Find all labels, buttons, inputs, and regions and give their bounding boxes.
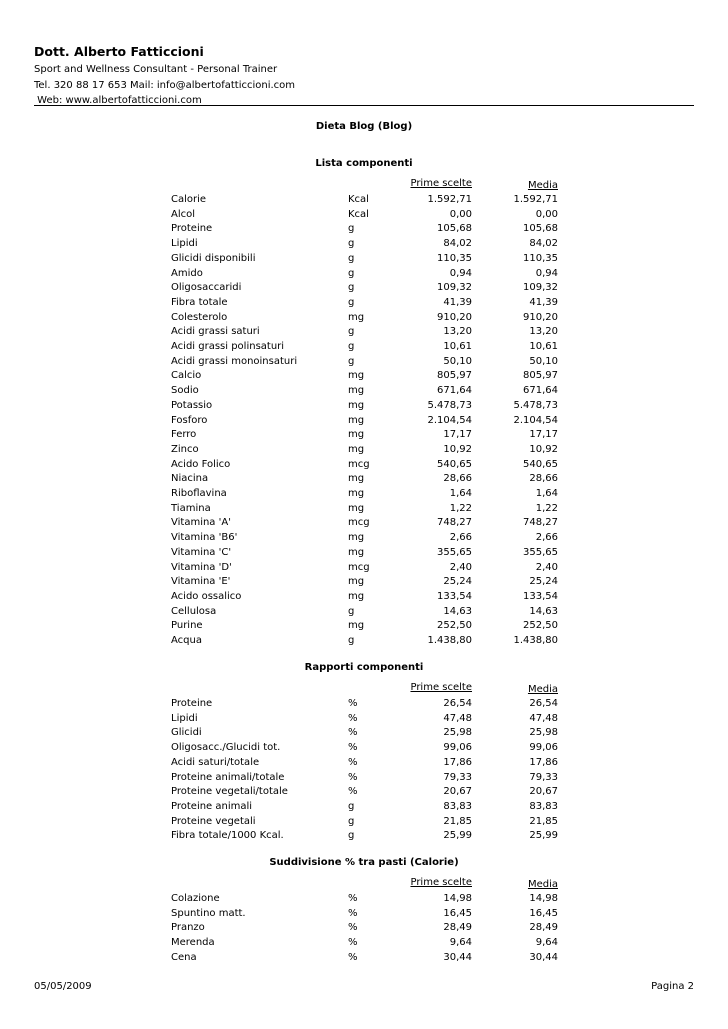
row-label: Proteine vegetali/totale xyxy=(171,786,288,798)
table-row xyxy=(0,532,728,546)
row-value-media: 10,61 xyxy=(529,341,558,352)
row-unit: Kcal xyxy=(348,194,369,205)
row-unit: mg xyxy=(348,590,365,602)
row-value-media: 21,85 xyxy=(529,815,558,827)
table-row xyxy=(0,194,728,208)
footer-date: 05/05/2009 xyxy=(34,981,92,992)
row-value-media: 252,50 xyxy=(523,620,558,632)
header-divider xyxy=(34,105,694,106)
row-value-media: 28,49 xyxy=(529,922,558,934)
row-value-media: 16,45 xyxy=(529,907,558,919)
row-label: Fibra totale xyxy=(171,296,228,308)
author-contact: Tel. 320 88 17 653 Mail: info@albertofatticcioni.com xyxy=(34,80,296,91)
row-value-prime-scelte: 910,20 xyxy=(437,311,472,323)
row-unit: g xyxy=(348,252,355,264)
row-label: Acidi saturi/totale xyxy=(171,756,260,768)
row-label: Cellulosa xyxy=(171,605,217,617)
row-value-media: 17,86 xyxy=(529,756,558,768)
row-value-prime-scelte: 2,40 xyxy=(449,561,472,573)
row-label: Spuntino matt. xyxy=(171,907,246,919)
row-unit: % xyxy=(348,907,358,919)
row-value-prime-scelte: 1,64 xyxy=(449,488,472,499)
row-value-media: 9,64 xyxy=(535,937,558,949)
table-row xyxy=(0,772,728,786)
row-value-media: 671,64 xyxy=(523,385,558,397)
row-label: Fibra totale/1000 Kcal. xyxy=(171,830,284,842)
row-value-prime-scelte: 9,64 xyxy=(449,937,472,949)
table-row xyxy=(0,312,728,326)
row-value-media: 30,44 xyxy=(529,951,558,963)
table-row xyxy=(0,473,728,487)
table-row xyxy=(0,400,728,414)
table-row xyxy=(0,591,728,605)
table-row xyxy=(0,952,728,966)
row-label: Lipidi xyxy=(171,238,198,250)
row-label: Niacina xyxy=(171,473,209,485)
row-value-prime-scelte: 1.438,80 xyxy=(427,635,472,646)
row-label: Acidi grassi polinsaturi xyxy=(171,341,285,352)
row-unit: % xyxy=(348,742,358,754)
row-label: Colazione xyxy=(171,893,220,904)
row-label: Colesterolo xyxy=(171,311,228,323)
row-label: Amido xyxy=(171,267,203,279)
table-row xyxy=(0,713,728,727)
column-header-prime-scelte: Prime scelte xyxy=(410,682,472,693)
row-value-prime-scelte: 50,10 xyxy=(443,355,472,367)
row-unit: % xyxy=(348,922,358,934)
row-label: Glicidi xyxy=(171,727,202,739)
table-row xyxy=(0,223,728,237)
row-value-prime-scelte: 0,94 xyxy=(449,267,472,279)
row-unit: % xyxy=(348,771,358,783)
row-unit: % xyxy=(348,727,358,739)
row-unit: mg xyxy=(348,502,365,514)
row-value-media: 805,97 xyxy=(523,370,558,382)
table-row xyxy=(0,385,728,399)
row-label: Lipidi xyxy=(171,712,198,724)
table-row xyxy=(0,356,728,370)
table-row xyxy=(0,908,728,922)
row-label: Acidi grassi saturi xyxy=(171,326,260,338)
row-value-media: 110,35 xyxy=(523,252,558,264)
row-value-prime-scelte: 99,06 xyxy=(443,742,472,754)
row-unit: g xyxy=(348,223,355,235)
row-value-prime-scelte: 21,85 xyxy=(443,815,472,827)
row-label: Tiamina xyxy=(171,502,211,514)
row-value-media: 0,94 xyxy=(535,267,558,279)
row-value-media: 84,02 xyxy=(529,238,558,250)
row-unit: mg xyxy=(348,385,365,397)
row-value-prime-scelte: 25,24 xyxy=(443,576,472,588)
row-unit: mg xyxy=(348,473,365,485)
row-value-prime-scelte: 10,92 xyxy=(443,443,472,455)
section-title-lista: Lista componenti xyxy=(315,158,413,169)
row-value-media: 47,48 xyxy=(529,712,558,724)
row-unit: g xyxy=(348,605,355,617)
row-unit: mcg xyxy=(348,561,370,573)
row-unit: % xyxy=(348,951,358,963)
row-unit: g xyxy=(348,296,355,308)
row-value-media: 2,40 xyxy=(535,561,558,573)
row-value-prime-scelte: 28,66 xyxy=(443,473,472,485)
row-label: Riboflavina xyxy=(171,488,227,499)
row-unit: % xyxy=(348,937,358,949)
row-unit: % xyxy=(348,712,358,724)
row-value-prime-scelte: 84,02 xyxy=(443,238,472,250)
row-value-prime-scelte: 671,64 xyxy=(437,385,472,397)
row-unit: mg xyxy=(348,546,365,558)
column-header-media: Media xyxy=(527,684,558,695)
row-value-media: 355,65 xyxy=(523,546,558,558)
author-name: Dott. Alberto Fatticcioni xyxy=(34,44,204,59)
footer-page-number: Pagina 2 xyxy=(651,981,694,992)
row-label: Oligosaccaridi xyxy=(171,282,242,294)
row-value-media: 28,66 xyxy=(529,473,558,485)
row-label: Calorie xyxy=(171,194,207,205)
row-unit: g xyxy=(348,830,355,842)
row-unit: g xyxy=(348,800,355,812)
row-label: Proteine xyxy=(171,698,213,709)
table-row xyxy=(0,727,728,741)
row-unit: mcg xyxy=(348,458,370,470)
row-label: Ferro xyxy=(171,429,197,441)
table-row xyxy=(0,816,728,830)
column-header-prime-scelte: Prime scelte xyxy=(410,877,472,888)
row-value-media: 79,33 xyxy=(529,771,558,783)
table-row xyxy=(0,517,728,531)
row-value-prime-scelte: 110,35 xyxy=(437,252,472,264)
row-value-prime-scelte: 13,20 xyxy=(443,326,472,338)
row-label: Proteine xyxy=(171,223,213,235)
row-value-media: 5.478,73 xyxy=(513,399,558,411)
row-unit: mg xyxy=(348,620,365,632)
row-value-prime-scelte: 355,65 xyxy=(437,546,472,558)
row-label: Alcol xyxy=(171,208,196,220)
row-label: Acido Folico xyxy=(171,458,231,470)
section-title-suddivisione: Suddivisione % tra pasti (Calorie) xyxy=(269,857,459,868)
row-value-media: 50,10 xyxy=(529,355,558,367)
table-row xyxy=(0,209,728,223)
table-row xyxy=(0,268,728,282)
row-label: Pranzo xyxy=(171,922,205,934)
row-label: Acidi grassi monoinsaturi xyxy=(171,355,298,367)
row-unit: g xyxy=(348,355,355,367)
row-value-prime-scelte: 105,68 xyxy=(437,223,472,235)
row-value-media: 41,39 xyxy=(529,296,558,308)
row-value-prime-scelte: 540,65 xyxy=(437,458,472,470)
row-value-prime-scelte: 26,54 xyxy=(443,698,472,709)
row-value-prime-scelte: 109,32 xyxy=(437,282,472,294)
column-header-prime-scelte: Prime scelte xyxy=(410,178,472,189)
table-row xyxy=(0,282,728,296)
row-value-media: 109,32 xyxy=(523,282,558,294)
row-value-media: 83,83 xyxy=(529,800,558,812)
table-row xyxy=(0,444,728,458)
row-value-prime-scelte: 1,22 xyxy=(449,502,472,514)
row-unit: g xyxy=(348,267,355,279)
author-web: Web: www.albertofatticcioni.com xyxy=(34,95,202,106)
row-value-prime-scelte: 0,00 xyxy=(449,208,472,220)
table-row xyxy=(0,238,728,252)
row-value-media: 14,63 xyxy=(529,605,558,617)
row-value-prime-scelte: 10,61 xyxy=(443,341,472,352)
row-unit: mg xyxy=(348,311,365,323)
table-row xyxy=(0,635,728,649)
row-value-prime-scelte: 17,17 xyxy=(443,429,472,441)
row-unit: mcg xyxy=(348,517,370,529)
table-row xyxy=(0,937,728,951)
column-header-media: Media xyxy=(527,879,558,890)
table-row xyxy=(0,459,728,473)
row-value-media: 2,66 xyxy=(535,532,558,544)
row-label: Oligosacc./Glucidi tot. xyxy=(171,742,281,754)
row-unit: mg xyxy=(348,532,365,544)
row-value-media: 2.104,54 xyxy=(513,414,558,426)
row-value-prime-scelte: 1.592,71 xyxy=(427,194,472,205)
row-label: Vitamina 'B6' xyxy=(171,532,238,544)
row-value-media: 1.438,80 xyxy=(513,635,558,646)
table-row xyxy=(0,547,728,561)
table-row xyxy=(0,415,728,429)
row-label: Zinco xyxy=(171,443,199,455)
row-value-prime-scelte: 14,98 xyxy=(443,893,472,904)
row-value-media: 99,06 xyxy=(529,742,558,754)
row-value-media: 105,68 xyxy=(523,223,558,235)
row-label: Sodio xyxy=(171,385,199,397)
row-unit: g xyxy=(348,815,355,827)
row-unit: g xyxy=(348,282,355,294)
row-unit: mg xyxy=(348,429,365,441)
row-label: Proteine animali xyxy=(171,800,253,812)
row-value-media: 133,54 xyxy=(523,590,558,602)
row-value-media: 26,54 xyxy=(529,698,558,709)
table-row xyxy=(0,503,728,517)
row-value-media: 910,20 xyxy=(523,311,558,323)
table-row xyxy=(0,341,728,355)
table-row xyxy=(0,576,728,590)
section-title-rapporti: Rapporti componenti xyxy=(304,662,424,673)
row-unit: % xyxy=(348,786,358,798)
row-label: Calcio xyxy=(171,370,202,382)
table-row xyxy=(0,698,728,712)
row-value-prime-scelte: 5.478,73 xyxy=(427,399,472,411)
row-value-media: 25,24 xyxy=(529,576,558,588)
row-value-media: 14,98 xyxy=(529,893,558,904)
row-label: Fosforo xyxy=(171,414,208,426)
row-value-media: 25,99 xyxy=(529,830,558,842)
column-header-media: Media xyxy=(527,180,558,191)
table-row xyxy=(0,893,728,907)
row-label: Vitamina 'A' xyxy=(171,517,231,529)
row-unit: % xyxy=(348,698,358,709)
row-value-media: 10,92 xyxy=(529,443,558,455)
table-row xyxy=(0,786,728,800)
row-unit: mg xyxy=(348,370,365,382)
row-value-media: 17,17 xyxy=(529,429,558,441)
author-subtitle: Sport and Wellness Consultant - Personal Trainer xyxy=(34,64,278,75)
row-value-prime-scelte: 805,97 xyxy=(437,370,472,382)
table-row xyxy=(0,606,728,620)
row-label: Purine xyxy=(171,620,203,632)
row-value-prime-scelte: 28,49 xyxy=(443,922,472,934)
row-unit: mg xyxy=(348,576,365,588)
row-value-prime-scelte: 30,44 xyxy=(443,951,472,963)
row-unit: mg xyxy=(348,488,365,499)
row-value-prime-scelte: 252,50 xyxy=(437,620,472,632)
row-value-media: 1,22 xyxy=(535,502,558,514)
row-label: Merenda xyxy=(171,937,215,949)
row-unit: g xyxy=(348,326,355,338)
table-row xyxy=(0,488,728,502)
row-label: Vitamina 'D' xyxy=(171,561,232,573)
row-value-prime-scelte: 20,67 xyxy=(443,786,472,798)
row-label: Glicidi disponibili xyxy=(171,252,256,264)
row-unit: g xyxy=(348,341,355,352)
table-row xyxy=(0,297,728,311)
row-value-prime-scelte: 14,63 xyxy=(443,605,472,617)
row-unit: % xyxy=(348,893,358,904)
row-value-prime-scelte: 25,98 xyxy=(443,727,472,739)
row-value-media: 1,64 xyxy=(535,488,558,499)
row-value-media: 540,65 xyxy=(523,458,558,470)
row-unit: mg xyxy=(348,443,365,455)
row-unit: % xyxy=(348,756,358,768)
row-value-prime-scelte: 2,66 xyxy=(449,532,472,544)
row-unit: Kcal xyxy=(348,208,369,220)
table-row xyxy=(0,830,728,844)
row-label: Cena xyxy=(171,951,197,963)
row-value-prime-scelte: 25,99 xyxy=(443,830,472,842)
table-row xyxy=(0,742,728,756)
row-value-media: 0,00 xyxy=(535,208,558,220)
row-value-prime-scelte: 133,54 xyxy=(437,590,472,602)
table-row xyxy=(0,429,728,443)
row-unit: mg xyxy=(348,414,365,426)
table-row xyxy=(0,801,728,815)
row-label: Proteine animali/totale xyxy=(171,771,285,783)
row-label: Acido ossalico xyxy=(171,590,242,602)
row-label: Potassio xyxy=(171,399,213,411)
row-label: Proteine vegetali xyxy=(171,815,256,827)
row-unit: mg xyxy=(348,399,365,411)
table-row xyxy=(0,562,728,576)
table-row xyxy=(0,620,728,634)
row-value-prime-scelte: 748,27 xyxy=(437,517,472,529)
row-label: Vitamina 'C' xyxy=(171,546,232,558)
row-unit: g xyxy=(348,635,355,646)
row-label: Acqua xyxy=(171,635,202,646)
row-value-prime-scelte: 41,39 xyxy=(443,296,472,308)
row-value-media: 1.592,71 xyxy=(513,194,558,205)
row-label: Vitamina 'E' xyxy=(171,576,231,588)
row-value-prime-scelte: 17,86 xyxy=(443,756,472,768)
row-value-media: 20,67 xyxy=(529,786,558,798)
row-unit: g xyxy=(348,238,355,250)
row-value-prime-scelte: 83,83 xyxy=(443,800,472,812)
row-value-prime-scelte: 79,33 xyxy=(443,771,472,783)
table-row xyxy=(0,757,728,771)
row-value-media: 13,20 xyxy=(529,326,558,338)
row-value-prime-scelte: 2.104,54 xyxy=(427,414,472,426)
table-row xyxy=(0,370,728,384)
row-value-prime-scelte: 16,45 xyxy=(443,907,472,919)
document-title: Dieta Blog (Blog) xyxy=(315,121,413,132)
table-row xyxy=(0,922,728,936)
row-value-media: 748,27 xyxy=(523,517,558,529)
row-value-media: 25,98 xyxy=(529,727,558,739)
table-row xyxy=(0,326,728,340)
row-value-prime-scelte: 47,48 xyxy=(443,712,472,724)
table-row xyxy=(0,253,728,267)
